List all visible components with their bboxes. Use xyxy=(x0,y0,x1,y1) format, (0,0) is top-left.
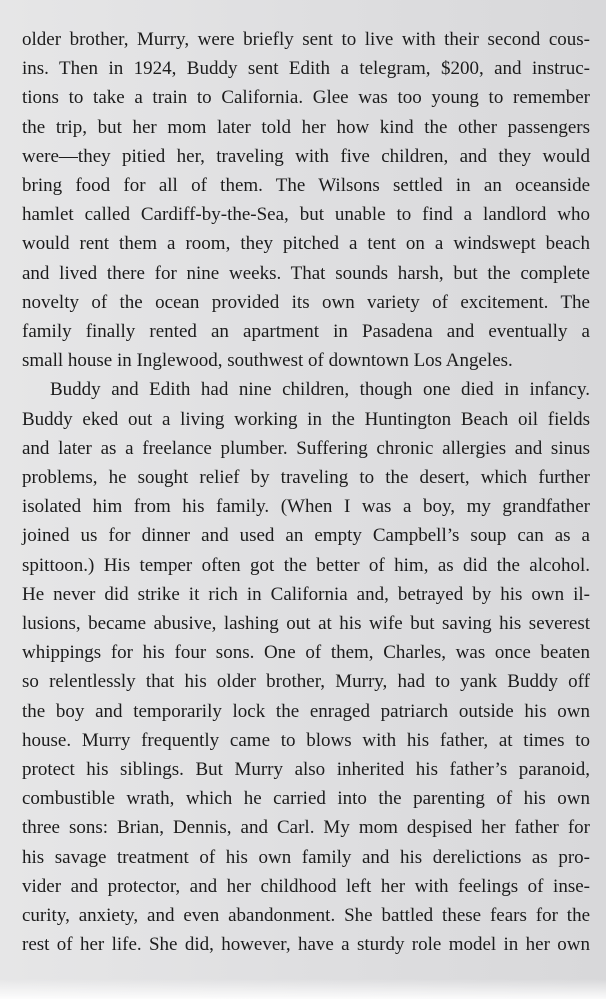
text-line: whippings for his four sons. One of them, Charles, was once beaten xyxy=(22,642,590,664)
text-line: three sons: Brian, Dennis, and Carl. My mom despised her father for xyxy=(22,817,590,839)
text-line: the boy and temporarily lock the enraged patriarch outside his own xyxy=(22,700,590,722)
text-line: family finally rented an apartment in Pasadena and eventually a xyxy=(22,321,590,343)
text-line: hamlet called Cardiff-by-the-Sea, but unable to find a landlord who xyxy=(22,204,590,226)
text-line: the trip, but her mom later told her how kind the other passengers xyxy=(22,116,590,138)
text-line: would rent them a room, they pitched a tent on a windswept beach xyxy=(22,233,590,255)
page-text xyxy=(22,25,590,960)
text-line: problems, he sought relief by traveling to the desert, which further xyxy=(22,467,590,489)
text-line: small house in Inglewood, southwest of downtown Los Angeles. xyxy=(22,350,513,372)
text-line: his savage treatment of his own family and his derelictions as pro- xyxy=(22,846,590,868)
text-line: vider and protector, and her childhood left her with feelings of inse- xyxy=(22,875,590,897)
text-line: ins. Then in 1924, Buddy sent Edith a telegram, $200, and instruc- xyxy=(22,58,590,80)
text-line: lusions, became abusive, lashing out at his wife but saving his severest xyxy=(22,613,590,635)
text-line: and lived there for nine weeks. That sounds harsh, but the complete xyxy=(22,262,590,284)
text-line: tions to take a train to California. Glee was too young to remember xyxy=(22,87,590,109)
text-line: house. Murry frequently came to blows with his father, at times to xyxy=(22,729,590,751)
text-line: spittoon.) His temper often got the better of him, as did the alcohol. xyxy=(22,554,590,576)
text-line: combustible wrath, which he carried into the parenting of his own xyxy=(22,788,590,810)
paragraph-1 xyxy=(22,25,590,375)
text-line: so relentlessly that his older brother, Murry, had to yank Buddy off xyxy=(22,671,590,693)
text-line: protect his siblings. But Murry also inherited his father’s paranoid, xyxy=(22,759,590,781)
text-line: novelty of the ocean provided its own variety of excitement. The xyxy=(22,291,590,313)
text-line: rest of her life. She did, however, have a sturdy role model in her own xyxy=(22,934,590,956)
text-line: were—they pitied her, traveling with five children, and they would xyxy=(22,145,590,167)
text-line: and later as a freelance plumber. Suffering chronic allergies and sinus xyxy=(22,437,590,459)
text-line: Buddy and Edith had nine children, though one died in infancy. xyxy=(50,379,590,401)
text-line: joined us for dinner and used an empty Campbell’s soup can as a xyxy=(22,525,590,547)
text-line: older brother, Murry, were briefly sent to live with their second cous- xyxy=(22,29,590,50)
text-line: isolated him from his family. (When I was a boy, my grandfather xyxy=(22,496,590,518)
text-line: Buddy eked out a living working in the Huntington Beach oil fields xyxy=(22,408,590,430)
text-line: He never did strike it rich in California and, betrayed by his own il- xyxy=(22,583,590,605)
paragraph-2 xyxy=(22,375,590,959)
text-line: bring food for all of them. The Wilsons settled in an oceanside xyxy=(22,175,590,197)
text-line: curity, anxiety, and even abandonment. She battled these fears for the xyxy=(22,905,590,927)
